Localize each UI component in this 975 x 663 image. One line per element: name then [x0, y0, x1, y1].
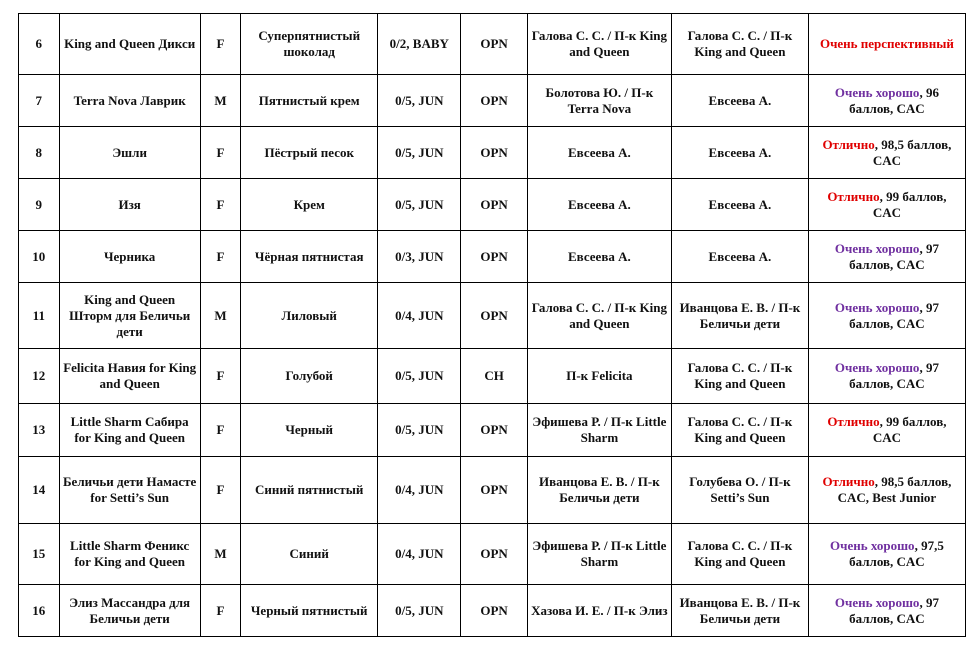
cell-grade	[808, 283, 965, 349]
cell-number: 12	[19, 349, 60, 404]
table-row	[19, 524, 966, 585]
cell-breeder: Галова С. С. / П-к King and Queen	[527, 283, 671, 349]
cell-color: Синий	[241, 524, 378, 585]
cell-color: Черный	[241, 404, 378, 457]
cell-age: 0/5, JUN	[378, 404, 461, 457]
table-row	[19, 75, 966, 127]
grade-word: Отлично	[827, 414, 880, 429]
cell-breeder: Евсеева А.	[527, 127, 671, 179]
cell-age: 0/3, JUN	[378, 231, 461, 283]
cell-class: OPN	[461, 75, 527, 127]
cell-class: CH	[461, 349, 527, 404]
table-row	[19, 404, 966, 457]
cell-color: Пёстрый песок	[241, 127, 378, 179]
cell-number: 10	[19, 231, 60, 283]
cell-breeder: Болотова Ю. / П-к Terra Nova	[527, 75, 671, 127]
cell-breeder: Иванцова Е. В. / П-к Беличьи дети	[527, 457, 671, 524]
cell-color: Лиловый	[241, 283, 378, 349]
cell-sex: F	[200, 127, 241, 179]
table-row	[19, 283, 966, 349]
grade-word: Очень перспективный	[819, 36, 954, 51]
cell-sex: M	[200, 75, 241, 127]
cell-owner: Галова С. С. / П-к King and Queen	[672, 404, 809, 457]
grade-details: , 99 баллов, CAC	[872, 188, 947, 220]
cell-number: 11	[19, 283, 60, 349]
cell-owner: Евсеева А.	[672, 231, 809, 283]
grade-word: Отлично	[827, 188, 880, 204]
table-row	[19, 179, 966, 231]
cell-name: Эшли	[59, 127, 200, 179]
cell-age: 0/4, JUN	[378, 524, 461, 585]
cell-grade	[808, 585, 965, 637]
cell-age: 0/5, JUN	[378, 127, 461, 179]
table-row	[19, 127, 966, 179]
cell-grade	[808, 349, 965, 404]
results-table	[18, 13, 966, 637]
cell-breeder: Эфишева Р. / П-к Little Sharm	[527, 524, 671, 585]
grade-details: , 97 баллов, CAC	[849, 360, 939, 391]
cell-name: Элиз Массандра для Беличьи дети	[59, 585, 200, 637]
cell-grade	[808, 14, 965, 75]
cell-age: 0/5, JUN	[378, 179, 461, 231]
table-row	[19, 457, 966, 524]
grade-word: Очень хорошо	[834, 594, 920, 610]
cell-grade	[808, 524, 965, 585]
cell-class: OPN	[461, 524, 527, 585]
cell-name: Felicita Навия for King and Queen	[59, 349, 200, 404]
cell-class: OPN	[461, 585, 527, 637]
table-row	[19, 231, 966, 283]
cell-color: Пятнистый крем	[241, 75, 378, 127]
grade-word: Очень хорошо	[834, 84, 920, 100]
cell-color: Крем	[241, 179, 378, 231]
cell-name: Terra Nova Лаврик	[59, 75, 200, 127]
cell-grade	[808, 457, 965, 524]
cell-owner: Галова С. С. / П-к King and Queen	[672, 349, 809, 404]
cell-color: Голубой	[241, 349, 378, 404]
grade-word: Очень хорошо	[834, 360, 920, 375]
cell-color: Черный пятнистый	[241, 585, 378, 637]
cell-breeder: Эфишева Р. / П-к Little Sharm	[527, 404, 671, 457]
grade-details: , 99 баллов, CAC	[872, 414, 947, 445]
cell-class: OPN	[461, 231, 527, 283]
cell-age: 0/5, JUN	[378, 349, 461, 404]
cell-color: Синий пятнистый	[241, 457, 378, 524]
cell-sex: F	[200, 179, 241, 231]
cell-name: Черника	[59, 231, 200, 283]
table-row	[19, 349, 966, 404]
cell-owner: Голубева О. / П-к Setti’s Sun	[672, 457, 809, 524]
cell-number: 13	[19, 404, 60, 457]
grade-details: , 98,5 баллов, CAC, Best Junior	[837, 474, 952, 505]
cell-number: 9	[19, 179, 60, 231]
cell-owner: Евсеева А.	[672, 179, 809, 231]
cell-number: 8	[19, 127, 60, 179]
cell-sex: F	[200, 231, 241, 283]
cell-class: OPN	[461, 14, 527, 75]
cell-owner: Евсеева А.	[672, 75, 809, 127]
cell-owner: Иванцова Е. В. / П-к Беличьи дети	[672, 283, 809, 349]
cell-sex: M	[200, 283, 241, 349]
cell-name: King and Queen Дикси	[59, 14, 200, 75]
cell-number: 14	[19, 457, 60, 524]
cell-breeder: Евсеева А.	[527, 179, 671, 231]
cell-class: OPN	[461, 127, 527, 179]
cell-age: 0/4, JUN	[378, 283, 461, 349]
cell-age: 0/5, JUN	[378, 585, 461, 637]
grade-word: Очень хорошо	[834, 299, 920, 315]
cell-grade	[808, 231, 965, 283]
cell-class: OPN	[461, 179, 527, 231]
cell-number: 7	[19, 75, 60, 127]
cell-breeder: П-к Felicita	[527, 349, 671, 404]
cell-number: 16	[19, 585, 60, 637]
cell-age: 0/5, JUN	[378, 75, 461, 127]
cell-owner: Евсеева А.	[672, 127, 809, 179]
cell-grade	[808, 179, 965, 231]
grade-word: Очень хорошо	[834, 240, 920, 256]
cell-age: 0/4, JUN	[378, 457, 461, 524]
cell-sex: F	[200, 349, 241, 404]
cell-class: OPN	[461, 404, 527, 457]
cell-sex: F	[200, 457, 241, 524]
cell-name: King and Queen Шторм для Беличьи дети	[59, 283, 200, 349]
cell-grade	[808, 404, 965, 457]
cell-age: 0/2, BABY	[378, 14, 461, 75]
table-row	[19, 14, 966, 75]
grade-details: , 98,5 баллов, CAC	[872, 136, 952, 168]
cell-name: Little Sharm Сабира for King and Queen	[59, 404, 200, 457]
cell-grade	[808, 75, 965, 127]
grade-details: , 97 баллов, CAC	[849, 594, 939, 626]
grade-details: , 97 баллов, CAC	[849, 240, 939, 272]
cell-name: Изя	[59, 179, 200, 231]
grade-details: , 97 баллов, CAC	[849, 299, 939, 331]
cell-sex: F	[200, 585, 241, 637]
cell-number: 6	[19, 14, 60, 75]
cell-grade	[808, 127, 965, 179]
cell-breeder: Евсеева А.	[527, 231, 671, 283]
grade-word: Очень хорошо	[830, 538, 915, 553]
cell-class: OPN	[461, 457, 527, 524]
cell-number: 15	[19, 524, 60, 585]
cell-sex: M	[200, 524, 241, 585]
cell-owner: Иванцова Е. В. / П-к Беличьи дети	[672, 585, 809, 637]
cell-owner: Галова С. С. / П-к King and Queen	[672, 14, 809, 75]
cell-sex: F	[200, 404, 241, 457]
grade-details: , 96 баллов, CAC	[849, 84, 939, 116]
cell-breeder: Хазова И. Е. / П-к Элиз	[527, 585, 671, 637]
cell-color: Суперпятнистый шоколад	[241, 14, 378, 75]
cell-name: Little Sharm Феникс for King and Queen	[59, 524, 200, 585]
cell-name: Беличьи дети Намасте for Setti’s Sun	[59, 457, 200, 524]
grade-details: , 97,5 баллов, CAC	[849, 538, 944, 569]
cell-owner: Галова С. С. / П-к King and Queen	[672, 524, 809, 585]
cell-sex: F	[200, 14, 241, 75]
grade-word: Отлично	[822, 136, 875, 152]
grade-word: Отлично	[822, 474, 875, 489]
cell-color: Чёрная пятнистая	[241, 231, 378, 283]
cell-class: OPN	[461, 283, 527, 349]
table-row	[19, 585, 966, 637]
cell-breeder: Галова С. С. / П-к King and Queen	[527, 14, 671, 75]
